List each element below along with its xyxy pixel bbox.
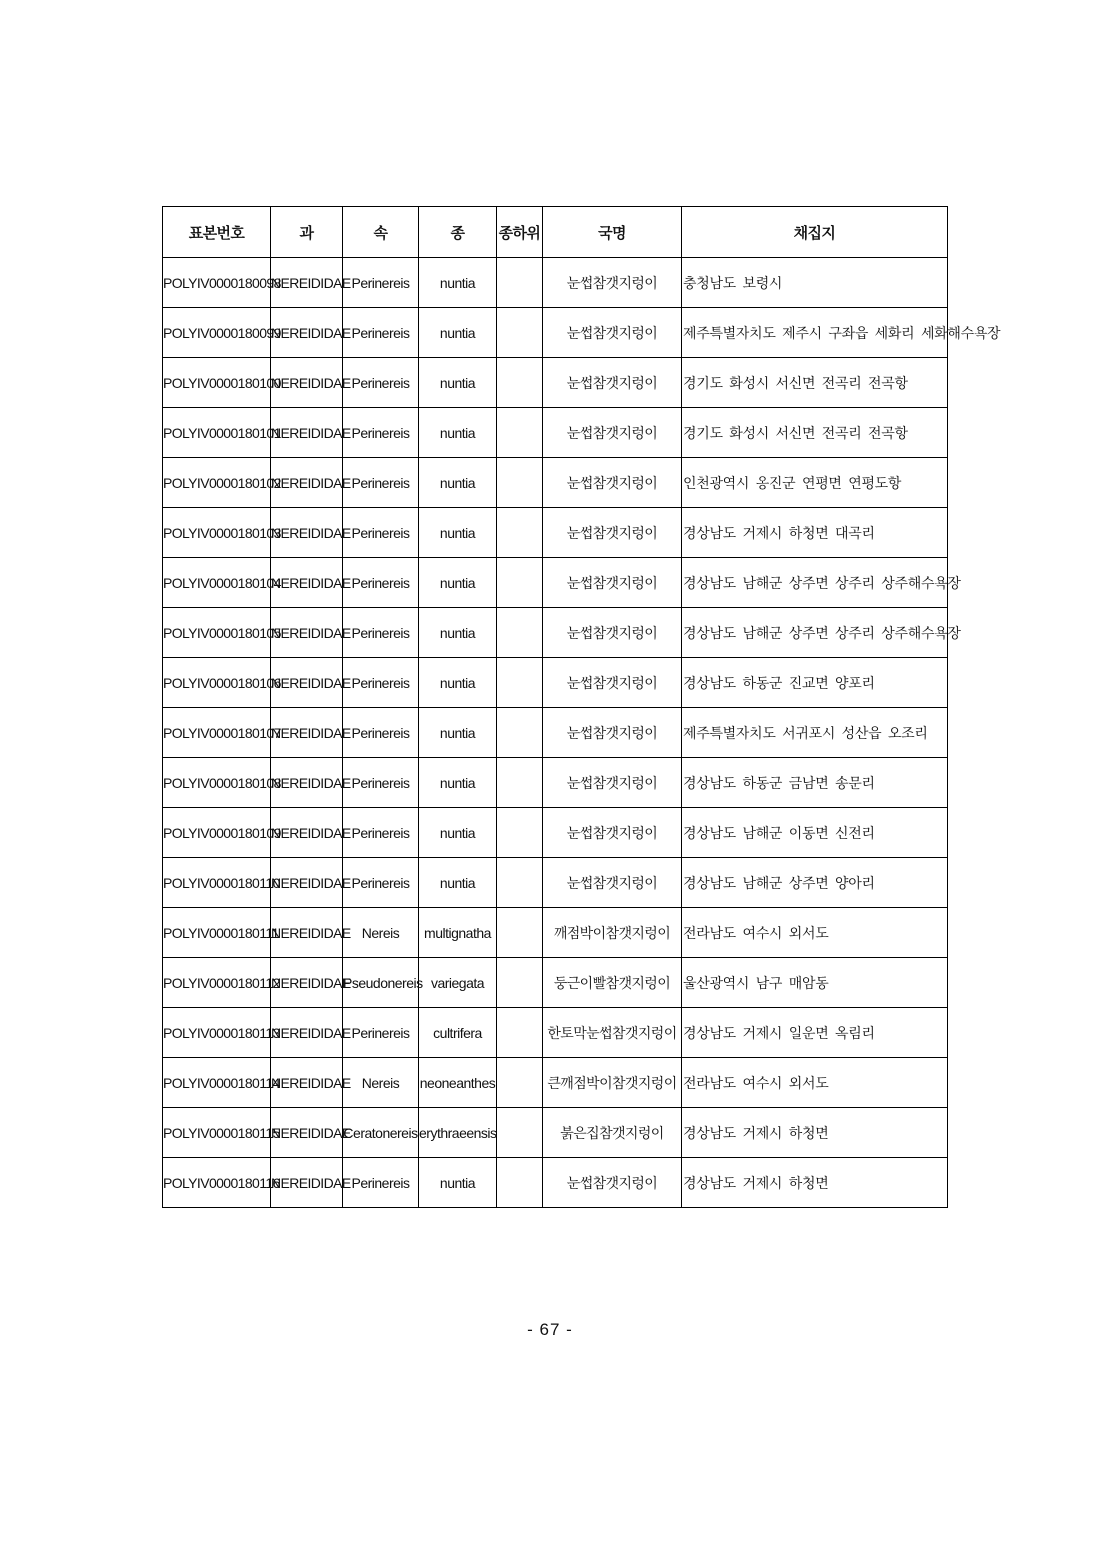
cell-family: NEREIDIDAE	[271, 758, 343, 808]
cell-family: NEREIDIDAE	[271, 808, 343, 858]
cell-korean-name: 눈썹참갯지렁이	[543, 508, 682, 558]
table-row	[163, 908, 948, 958]
cell-species: nuntia	[419, 308, 497, 358]
specimen-table	[162, 206, 1001, 1208]
cell-genus: Perinereis	[343, 558, 419, 608]
cell-locality: 경상남도 거제시 일운면 옥림리	[682, 1008, 948, 1058]
cell-korean-name: 눈썹참갯지렁이	[543, 308, 682, 358]
header-genus: 속	[343, 207, 419, 258]
cell-korean-name: 눈썹참갯지렁이	[543, 408, 682, 458]
cell-subspecies	[497, 458, 543, 508]
cell-family: NEREIDIDAE	[271, 1158, 343, 1208]
cell-subspecies	[497, 1158, 543, 1208]
cell-specimen-no: POLYIV0000180110	[163, 858, 271, 908]
cell-locality: 전라남도 여수시 외서도	[682, 1058, 948, 1108]
cell-species: nuntia	[419, 858, 497, 908]
cell-subspecies	[497, 1108, 543, 1158]
cell-subspecies	[497, 1008, 543, 1058]
cell-locality: 경상남도 남해군 상주면 상주리 상주해수욕장	[682, 608, 948, 658]
table-body	[163, 258, 1001, 1208]
cell-family: NEREIDIDAE	[271, 1008, 343, 1058]
cell-korean-name: 눈썹참갯지렁이	[543, 1158, 682, 1208]
cell-korean-name: 한토막눈썹참갯지렁이	[543, 1008, 682, 1058]
cell-korean-name: 눈썹참갯지렁이	[543, 758, 682, 808]
table-row	[163, 1158, 948, 1208]
cell-locality: 경상남도 남해군 이동면 신전리	[682, 808, 948, 858]
cell-korean-name: 눈썹참갯지렁이	[543, 858, 682, 908]
table-row	[163, 658, 948, 708]
header-family: 과	[271, 207, 343, 258]
cell-korean-name: 눈썹참갯지렁이	[543, 558, 682, 608]
cell-specimen-no: POLYIV0000180116	[163, 1158, 271, 1208]
cell-locality: 경상남도 하동군 진교면 양포리	[682, 658, 948, 708]
table-row	[163, 1108, 948, 1158]
table-row	[163, 758, 948, 808]
cell-specimen-no: POLYIV0000180108	[163, 758, 271, 808]
cell-family: NEREIDIDAE	[271, 508, 343, 558]
cell-specimen-no: POLYIV0000180102	[163, 458, 271, 508]
cell-genus: Perinereis	[343, 858, 419, 908]
table-row	[163, 508, 948, 558]
cell-species: nuntia	[419, 408, 497, 458]
cell-locality: 경상남도 거제시 하청면	[682, 1108, 948, 1158]
cell-genus: Perinereis	[343, 658, 419, 708]
cell-specimen-no: POLYIV0000180106	[163, 658, 271, 708]
cell-family: NEREIDIDAE	[271, 558, 343, 608]
cell-specimen-no: POLYIV0000180100	[163, 358, 271, 408]
cell-specimen-no: POLYIV0000180103	[163, 508, 271, 558]
cell-species: neoneanthes	[419, 1058, 497, 1108]
cell-korean-name: 눈썹참갯지렁이	[543, 358, 682, 408]
cell-specimen-no: POLYIV0000180104	[163, 558, 271, 608]
cell-family: NEREIDIDAE	[271, 658, 343, 708]
header-row	[163, 207, 948, 258]
cell-subspecies	[497, 658, 543, 708]
header-specimen-no: 표본번호	[163, 207, 271, 258]
cell-locality: 울산광역시 남구 매암동	[682, 958, 948, 1008]
cell-locality: 경기도 화성시 서신면 전곡리 전곡항	[682, 408, 948, 458]
cell-locality: 경상남도 남해군 상주면 양아리	[682, 858, 948, 908]
cell-subspecies	[497, 408, 543, 458]
cell-korean-name: 눈썹참갯지렁이	[543, 258, 682, 308]
cell-korean-name: 눈썹참갯지렁이	[543, 608, 682, 658]
cell-specimen-no: POLYIV0000180099	[163, 308, 271, 358]
cell-specimen-no: POLYIV0000180115	[163, 1108, 271, 1158]
cell-locality: 경상남도 하동군 금남면 송문리	[682, 758, 948, 808]
cell-specimen-no: POLYIV0000180112	[163, 958, 271, 1008]
cell-genus: Perinereis	[343, 408, 419, 458]
cell-species: nuntia	[419, 458, 497, 508]
table-row	[163, 808, 948, 858]
table-row	[163, 858, 948, 908]
cell-subspecies	[497, 708, 543, 758]
cell-genus: Nereis	[343, 1058, 419, 1108]
cell-subspecies	[497, 508, 543, 558]
cell-locality: 충청남도 보령시	[682, 258, 948, 308]
cell-specimen-no: POLYIV0000180101	[163, 408, 271, 458]
cell-genus: Perinereis	[343, 608, 419, 658]
cell-subspecies	[497, 258, 543, 308]
cell-korean-name: 붉은집참갯지렁이	[543, 1108, 682, 1158]
cell-genus: Perinereis	[343, 508, 419, 558]
cell-korean-name: 큰깨점박이참갯지렁이	[543, 1058, 682, 1108]
cell-genus: Pseudonereis	[343, 958, 419, 1008]
cell-family: NEREIDIDAE	[271, 708, 343, 758]
cell-locality: 경기도 화성시 서신면 전곡리 전곡항	[682, 358, 948, 408]
cell-species: nuntia	[419, 608, 497, 658]
cell-family: NEREIDIDAE	[271, 608, 343, 658]
cell-genus: Perinereis	[343, 258, 419, 308]
cell-locality: 경상남도 거제시 하청면 대곡리	[682, 508, 948, 558]
table-row	[163, 1058, 948, 1108]
cell-korean-name: 눈썹참갯지렁이	[543, 458, 682, 508]
cell-subspecies	[497, 358, 543, 408]
cell-locality: 제주특별자치도 서귀포시 성산읍 오조리	[682, 708, 948, 758]
cell-species: nuntia	[419, 808, 497, 858]
cell-genus: Perinereis	[343, 758, 419, 808]
table-row	[163, 308, 948, 358]
cell-korean-name: 눈썹참갯지렁이	[543, 708, 682, 758]
cell-family: NEREIDIDAE	[271, 958, 343, 1008]
cell-genus: Perinereis	[343, 1008, 419, 1058]
table-row	[163, 458, 948, 508]
cell-locality: 전라남도 여수시 외서도	[682, 908, 948, 958]
cell-subspecies	[497, 808, 543, 858]
cell-specimen-no: POLYIV0000180107	[163, 708, 271, 758]
header-subspecies: 종하위	[497, 207, 543, 258]
header-korean-name: 국명	[543, 207, 682, 258]
cell-locality: 경상남도 거제시 하청면	[682, 1158, 948, 1208]
cell-genus: Perinereis	[343, 458, 419, 508]
cell-species: nuntia	[419, 358, 497, 408]
cell-subspecies	[497, 908, 543, 958]
cell-specimen-no: POLYIV0000180111	[163, 908, 271, 958]
cell-specimen-no: POLYIV0000180098	[163, 258, 271, 308]
table-row	[163, 608, 948, 658]
cell-species: nuntia	[419, 1158, 497, 1208]
cell-family: NEREIDIDAE	[271, 1058, 343, 1108]
cell-family: NEREIDIDAE	[271, 258, 343, 308]
table-row	[163, 1008, 948, 1058]
cell-family: NEREIDIDAE	[271, 358, 343, 408]
header-locality: 채집지	[682, 207, 948, 258]
cell-locality: 경상남도 남해군 상주면 상주리 상주해수욕장	[682, 558, 948, 608]
cell-species: multignatha	[419, 908, 497, 958]
table-row	[163, 958, 948, 1008]
cell-species: nuntia	[419, 508, 497, 558]
cell-genus: Perinereis	[343, 358, 419, 408]
cell-family: NEREIDIDAE	[271, 308, 343, 358]
page-number: - 67 -	[527, 1320, 573, 1339]
cell-family: NEREIDIDAE	[271, 908, 343, 958]
cell-species: nuntia	[419, 708, 497, 758]
cell-genus: Perinereis	[343, 1158, 419, 1208]
cell-species: nuntia	[419, 758, 497, 808]
cell-genus: Nereis	[343, 908, 419, 958]
cell-locality: 제주특별자치도 제주시 구좌읍 세화리 세화해수욕장	[682, 308, 948, 358]
cell-species: nuntia	[419, 258, 497, 308]
cell-specimen-no: POLYIV0000180113	[163, 1008, 271, 1058]
cell-species: nuntia	[419, 558, 497, 608]
cell-species: cultrifera	[419, 1008, 497, 1058]
table-row	[163, 408, 948, 458]
cell-genus: Ceratonereis	[343, 1108, 419, 1158]
table-row	[163, 258, 948, 308]
header-species: 종	[419, 207, 497, 258]
cell-subspecies	[497, 958, 543, 1008]
cell-subspecies	[497, 758, 543, 808]
cell-subspecies	[497, 558, 543, 608]
cell-species: erythraeensis	[419, 1108, 497, 1158]
cell-family: NEREIDIDAE	[271, 408, 343, 458]
table-row	[163, 558, 948, 608]
table-row	[163, 708, 948, 758]
cell-locality: 인천광역시 옹진군 연평면 연평도항	[682, 458, 948, 508]
cell-subspecies	[497, 1058, 543, 1108]
cell-genus: Perinereis	[343, 808, 419, 858]
cell-specimen-no: POLYIV0000180114	[163, 1058, 271, 1108]
table-row	[163, 358, 948, 408]
cell-korean-name: 깨점박이참갯지렁이	[543, 908, 682, 958]
cell-specimen-no: POLYIV0000180109	[163, 808, 271, 858]
cell-subspecies	[497, 308, 543, 358]
cell-korean-name: 눈썹참갯지렁이	[543, 658, 682, 708]
cell-korean-name: 둥근이빨참갯지렁이	[543, 958, 682, 1008]
cell-subspecies	[497, 608, 543, 658]
cell-family: NEREIDIDAE	[271, 858, 343, 908]
cell-genus: Perinereis	[343, 708, 419, 758]
cell-species: variegata	[419, 958, 497, 1008]
cell-subspecies	[497, 858, 543, 908]
cell-species: nuntia	[419, 658, 497, 708]
cell-korean-name: 눈썹참갯지렁이	[543, 808, 682, 858]
cell-genus: Perinereis	[343, 308, 419, 358]
cell-family: NEREIDIDAE	[271, 1108, 343, 1158]
cell-family: NEREIDIDAE	[271, 458, 343, 508]
cell-specimen-no: POLYIV0000180105	[163, 608, 271, 658]
